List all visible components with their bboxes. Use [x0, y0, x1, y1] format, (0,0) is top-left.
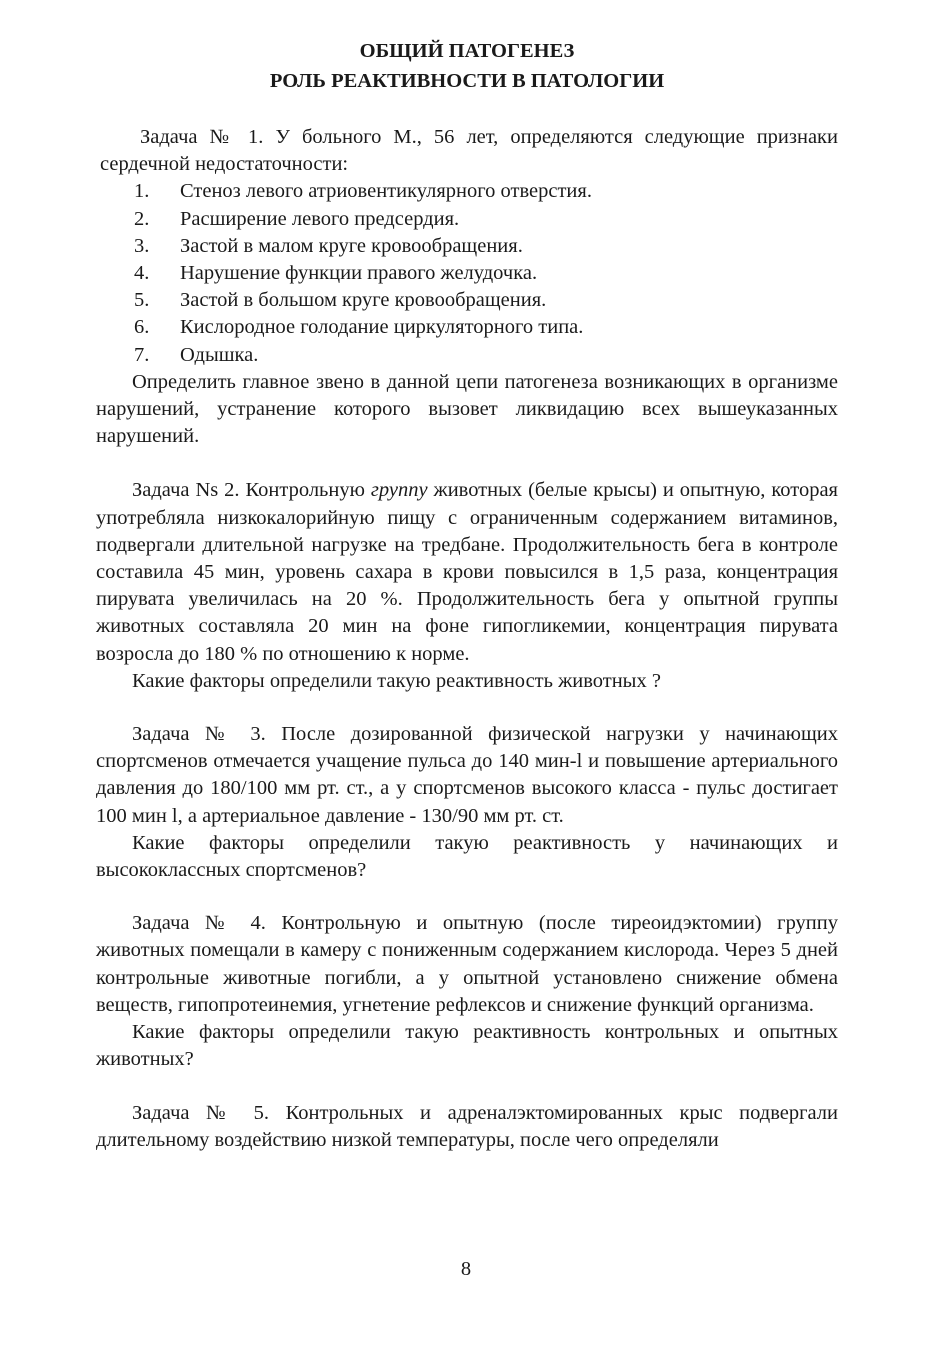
list-item	[134, 233, 838, 260]
task-2-text	[96, 477, 838, 667]
task-1-list	[96, 178, 838, 368]
list-item-number: 2.	[134, 207, 150, 230]
list-item-number: 1.	[134, 180, 150, 203]
task-1-question: Определить главное звено в данной цепи патогенеза возникающих в организме нарушений, устранение которого вызовет ликвидацию всех вышеуказанных нарушений.	[96, 370, 838, 448]
task-2-question: Какие факторы определили такую реактивность животных ?	[132, 669, 661, 692]
spacer	[96, 884, 838, 910]
spacer	[96, 695, 838, 721]
list-item-text: Нарушение функции правого желудочка.	[180, 262, 538, 285]
list-item-text: Стеноз левого атриовентикулярного отверстия.	[180, 180, 592, 203]
list-item-number: 4.	[134, 262, 150, 285]
task-2-text-italic: группу	[370, 479, 428, 502]
title-line-1: ОБЩИЙ ПАТОГЕНЕЗ	[359, 40, 575, 62]
list-item	[134, 206, 838, 233]
list-item-text: Застой в малом круге кровообращения.	[180, 234, 523, 257]
task-3-text: Задача № 3. После дозированной физической нагрузки у начинающих спортсменов отмечается учащение пульса до 140 мин-l и повышение артериального давления до 180/100 мм рт. ст., а у спортсменов высокого класса - пульс достигает 100 мин l, а артериальное давление - 130/90 мм рт. ст.	[96, 723, 838, 827]
task-2-text-start: Задача Ns 2. Контрольную	[132, 479, 371, 502]
task-5	[96, 1100, 838, 1154]
page-number: 8	[460, 1258, 472, 1280]
list-item-number: 3.	[134, 234, 150, 257]
list-item-text: Расширение левого предсердия.	[180, 207, 460, 230]
list-item	[134, 260, 838, 287]
task-4	[96, 910, 838, 1073]
task-3	[96, 721, 838, 884]
page-title	[96, 36, 838, 96]
list-item-number: 6.	[134, 316, 150, 339]
list-item-number: 5.	[134, 289, 150, 312]
task-4-text: Задача № 4. Контрольную и опытную (после тиреоидэктомии) группу животных помещали в камеру с пониженным содержанием кислорода. Через 5 дней контрольные животные погибли, а у опытной установлено снижение обмена веществ, гипопротеинемия, угнетение рефлексов и снижение функций организма.	[96, 912, 838, 1016]
task-2	[96, 477, 838, 695]
title-line-2: РОЛЬ РЕАКТИВНОСТИ В ПАТОЛОГИИ	[269, 70, 665, 92]
list-item	[134, 287, 838, 314]
list-item-text: Одышка.	[180, 343, 259, 366]
spacer	[96, 1074, 838, 1100]
list-item-text: Кислородное голодание циркуляторного типа.	[180, 316, 584, 339]
list-item	[134, 342, 838, 369]
task-1-intro: Задача № 1. У больного М., 56 лет, определяются следующие признаки сердечной недостаточности:	[100, 126, 838, 176]
task-5-text: Задача № 5. Контрольных и адреналэктомированных крыс подвергали длительному воздействию низкой температуры, после чего определяли	[96, 1101, 838, 1151]
spacer	[96, 450, 838, 477]
list-item-text: Застой в большом круге кровообращения.	[180, 289, 547, 312]
document-page	[96, 36, 838, 1154]
task-3-question: Какие факторы определили такую реактивность у начинающих и высококлассных спортсменов?	[96, 831, 838, 882]
task-2-text-end: животных (белые крысы) и опытную, которая употребляла низкокалорийную пищу с ограниченным содержанием витаминов, подвергали длительной нагрузке на тредбане. Продолжительность бега в контроле составила 45 мин, уровень сахара в крови повысился в 1,5 раза, концентрация пирувата увеличилась на 20 %. Продолжительность бега у опытной группы животных составляла 20 мин на фоне гипогликемии, концентрация пирувата возросла до 180 % по отношению к норме.	[96, 479, 838, 665]
list-item-number: 7.	[134, 343, 150, 366]
list-item	[134, 314, 838, 341]
task-4-question: Какие факторы определили такую реактивность контрольных и опытных животных?	[96, 1021, 838, 1071]
task-1	[96, 124, 838, 450]
list-item	[134, 178, 838, 205]
